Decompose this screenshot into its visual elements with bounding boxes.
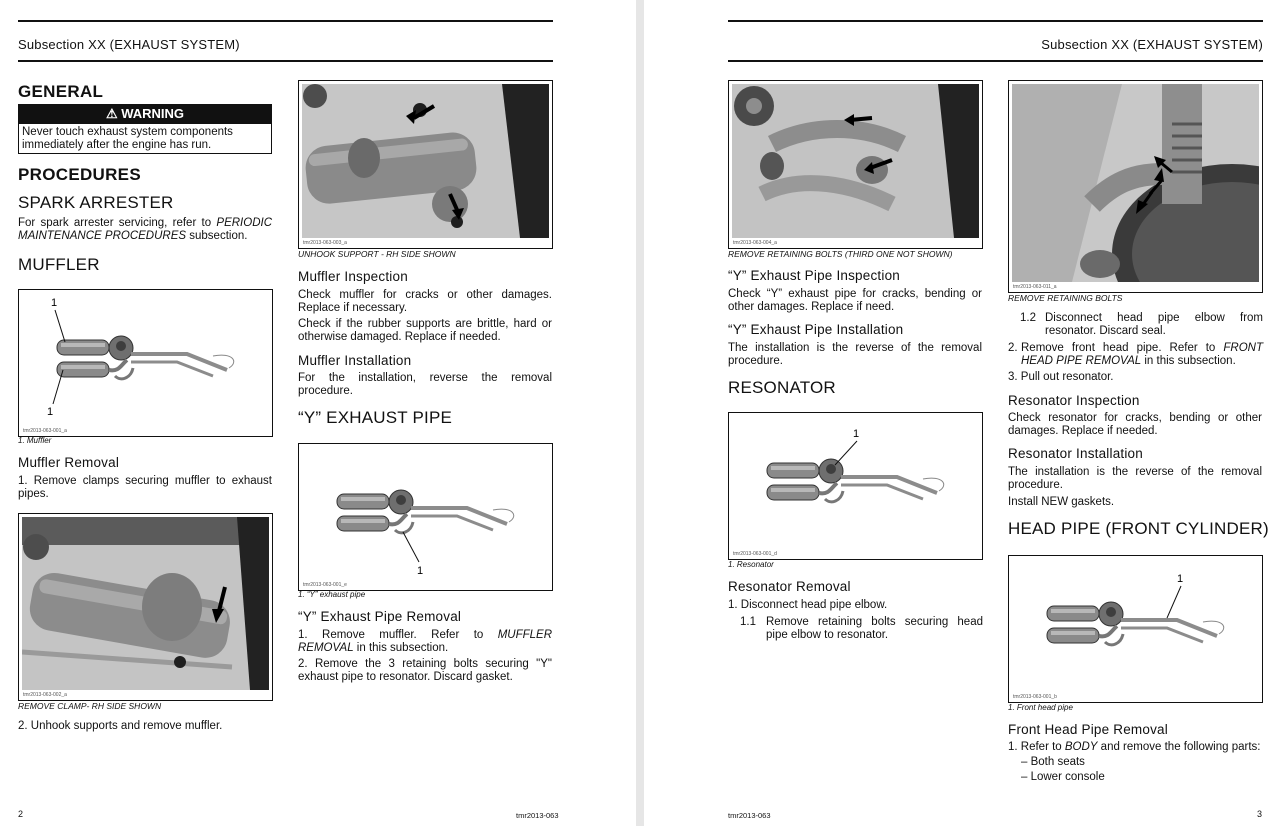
step-text: Remove clamps securing muffler to exhaust pipes. — [18, 475, 273, 500]
step-number: 1. — [18, 475, 28, 487]
heading-spark-arrester: SPARK ARRESTER — [18, 193, 174, 212]
front-head-removal-bullet-1: – Both seats — [1021, 756, 1085, 768]
head-pipe-diagram — [1009, 556, 1262, 702]
muffler-diagram — [19, 290, 272, 436]
photo-code: tmr2013-063-011_a — [1013, 284, 1057, 290]
step-number: 2. — [1008, 342, 1018, 354]
photo-code: tmr2013-063-003_a — [303, 240, 347, 246]
footer-code: tmr2013-063 — [516, 811, 559, 820]
resonator-removal-step-1-1: Remove retaining bolts securing head pipe elbow to resonator. — [766, 616, 983, 641]
heading-muffler-installation: Muffler Installation — [298, 353, 412, 368]
step-text: Remove the 3 retaining bolts securing "Y" exhaust pipe to resonator. Discard gasket. — [298, 658, 552, 683]
spark-arrester-reference: PERIODIC MAINTENANCE PROCEDURES — [18, 217, 272, 242]
page-header: Subsection XX (EXHAUST SYSTEM) — [1041, 37, 1263, 52]
heading-y-exhaust-pipe: “Y” EXHAUST PIPE — [298, 408, 453, 427]
heading-muffler-removal: Muffler Removal — [18, 455, 120, 470]
heading-y-pipe-removal: “Y” Exhaust Pipe Removal — [298, 609, 462, 624]
page-header: Subsection XX (EXHAUST SYSTEM) — [18, 37, 240, 52]
remove-bolts-photo — [728, 80, 983, 249]
muffler-installation-p1: For the installation, reverse the removal procedure. — [298, 372, 552, 397]
muffler-removal-step-2: 2. Unhook supports and remove muffler. — [18, 720, 223, 732]
remove-clamp-photo — [18, 513, 273, 701]
figure-code: tmr2013-063-001_e — [303, 582, 347, 588]
page-number: 2 — [18, 809, 24, 819]
header-top-rule — [728, 20, 1263, 22]
muffler-callout-1: 1 — [51, 297, 58, 309]
heading-y-installation: “Y” Exhaust Pipe Installation — [728, 322, 904, 337]
resonator-figure — [728, 412, 983, 560]
resonator-removal-step-2 — [1021, 342, 1263, 368]
page-gutter — [636, 0, 644, 826]
y-inspection-p1: Check “Y” exhaust pipe for cracks, bending or other damages. Replace if need. — [728, 288, 982, 313]
photo-caption: REMOVE RETAINING BOLTS — [1008, 293, 1123, 303]
muffler-figure — [18, 289, 273, 437]
heading-head-pipe: HEAD PIPE (FRONT CYLINDER) — [1008, 519, 1269, 538]
muffler-removal-step-1 — [18, 475, 272, 501]
right-page — [644, 0, 1280, 826]
heading-muffler: MUFFLER — [18, 255, 100, 274]
figure-caption: 1. Front head pipe — [1008, 703, 1073, 712]
step-text: Remove muffler. Refer to — [322, 629, 498, 641]
head-pipe-callout: 1 — [1177, 573, 1184, 585]
resonator-removal-step-1-2: Disconnect head pipe elbow from resonator. Discard seal. — [1045, 312, 1263, 337]
y-pipe-diagram — [299, 444, 552, 590]
front-head-removal-step-1 — [1008, 741, 1264, 754]
heading-resonator-removal: Resonator Removal — [728, 579, 851, 594]
heading-resonator: RESONATOR — [728, 378, 836, 397]
resonator-diagram — [729, 413, 982, 559]
header-bottom-rule — [728, 60, 1263, 62]
heading-front-head-pipe-removal: Front Head Pipe Removal — [1008, 722, 1168, 737]
muffler-inspection-p2: Check if the rubber supports are brittle, hard or otherwise damaged. Replace if needed. — [298, 318, 552, 343]
muffler-inspection-p1: Check muffler for cracks or other damages. Replace if necessary. — [298, 289, 552, 314]
heading-general: GENERAL — [18, 82, 104, 101]
warning-triangle-icon: ⚠ — [105, 106, 118, 121]
figure-code: tmr2013-063-001_b — [1013, 694, 1057, 700]
step-text: and remove the following parts: — [1097, 741, 1261, 753]
photo-caption: REMOVE CLAMP- RH SIDE SHOWN — [18, 701, 162, 711]
resonator-inspection-p1: Check resonator for cracks, bending or other damages. Replace if needed. — [1008, 412, 1262, 437]
warning-banner — [18, 104, 272, 123]
step-number: 1. — [298, 629, 308, 641]
resonator-installation-p2: Install NEW gaskets. — [1008, 496, 1115, 508]
spark-arrester-text — [18, 217, 272, 243]
figure-code: tmr2013-063-001_d — [733, 551, 777, 557]
heading-resonator-installation: Resonator Installation — [1008, 446, 1143, 461]
step-number: 1.2 — [1020, 312, 1036, 324]
resonator-removal-step-3: 3. Pull out resonator. — [1008, 371, 1114, 383]
photo-code: tmr2013-063-002_a — [23, 692, 67, 698]
step-number: 1.1 — [740, 616, 756, 628]
photo-caption: REMOVE RETAINING BOLTS (THIRD ONE NOT SHOWN) — [728, 249, 953, 259]
heading-procedures: PROCEDURES — [18, 165, 141, 184]
heading-resonator-inspection: Resonator Inspection — [1008, 393, 1140, 408]
remove-bolts-photo-2 — [1008, 80, 1263, 293]
step-text: in this subsection. — [353, 642, 449, 654]
left-page — [0, 0, 636, 826]
header-bottom-rule — [18, 60, 553, 62]
resonator-callout: 1 — [853, 428, 860, 440]
muffler-removal-reference: MUFFLER REMOVAL — [298, 629, 553, 654]
resonator-installation-p1: The installation is the reverse of the removal procedure. — [1008, 466, 1262, 491]
body-reference: BODY — [1064, 741, 1098, 753]
warning-text: Never touch exhaust system components immediately after the engine has run. — [18, 123, 272, 154]
heading-y-inspection: “Y” Exhaust Pipe Inspection — [728, 268, 900, 283]
remove-bolts-image — [732, 84, 979, 238]
footer-code: tmr2013-063 — [728, 811, 771, 820]
resonator-removal-step-1: 1. Disconnect head pipe elbow. — [728, 599, 888, 611]
y-installation-p1: The installation is the reverse of the removal procedure. — [728, 342, 982, 367]
y-removal-step-1 — [298, 629, 552, 655]
step-text: 1. Refer to — [1008, 741, 1065, 753]
front-head-pipe-reference: FRONT HEAD PIPE REMOVAL — [1021, 342, 1263, 367]
step-number: 2. — [298, 658, 308, 670]
y-pipe-figure — [298, 443, 553, 591]
figure-caption: 1. “Y” exhaust pipe — [298, 590, 366, 599]
unhook-support-image — [302, 84, 549, 238]
photo-code: tmr2013-063-004_a — [733, 240, 777, 246]
photo-caption: UNHOOK SUPPORT - RH SIDE SHOWN — [298, 249, 456, 259]
muffler-callout-2: 1 — [47, 406, 54, 418]
page-number: 3 — [1257, 809, 1263, 819]
head-pipe-figure — [1008, 555, 1263, 703]
remove-bolts-image-2 — [1012, 84, 1259, 282]
step-text: in this subsection. — [1141, 355, 1236, 367]
y-pipe-callout: 1 — [417, 565, 424, 577]
unhook-support-photo — [298, 80, 553, 249]
y-removal-step-2 — [298, 658, 552, 684]
heading-muffler-inspection: Muffler Inspection — [298, 269, 408, 284]
warning-label: WARNING — [121, 106, 185, 121]
front-head-removal-bullet-2: – Lower console — [1021, 771, 1105, 783]
remove-clamp-image — [22, 517, 269, 690]
figure-code: tmr2013-063-001_a — [23, 428, 67, 434]
figure-caption: 1. Resonator — [728, 560, 774, 569]
header-top-rule — [18, 20, 553, 22]
step-text: Remove front head pipe. Refer to — [1021, 342, 1224, 354]
text-run: subsection. — [186, 230, 248, 242]
figure-caption: 1. Muffler — [18, 436, 52, 445]
text-run: For spark arrester servicing, refer to — [18, 217, 217, 229]
